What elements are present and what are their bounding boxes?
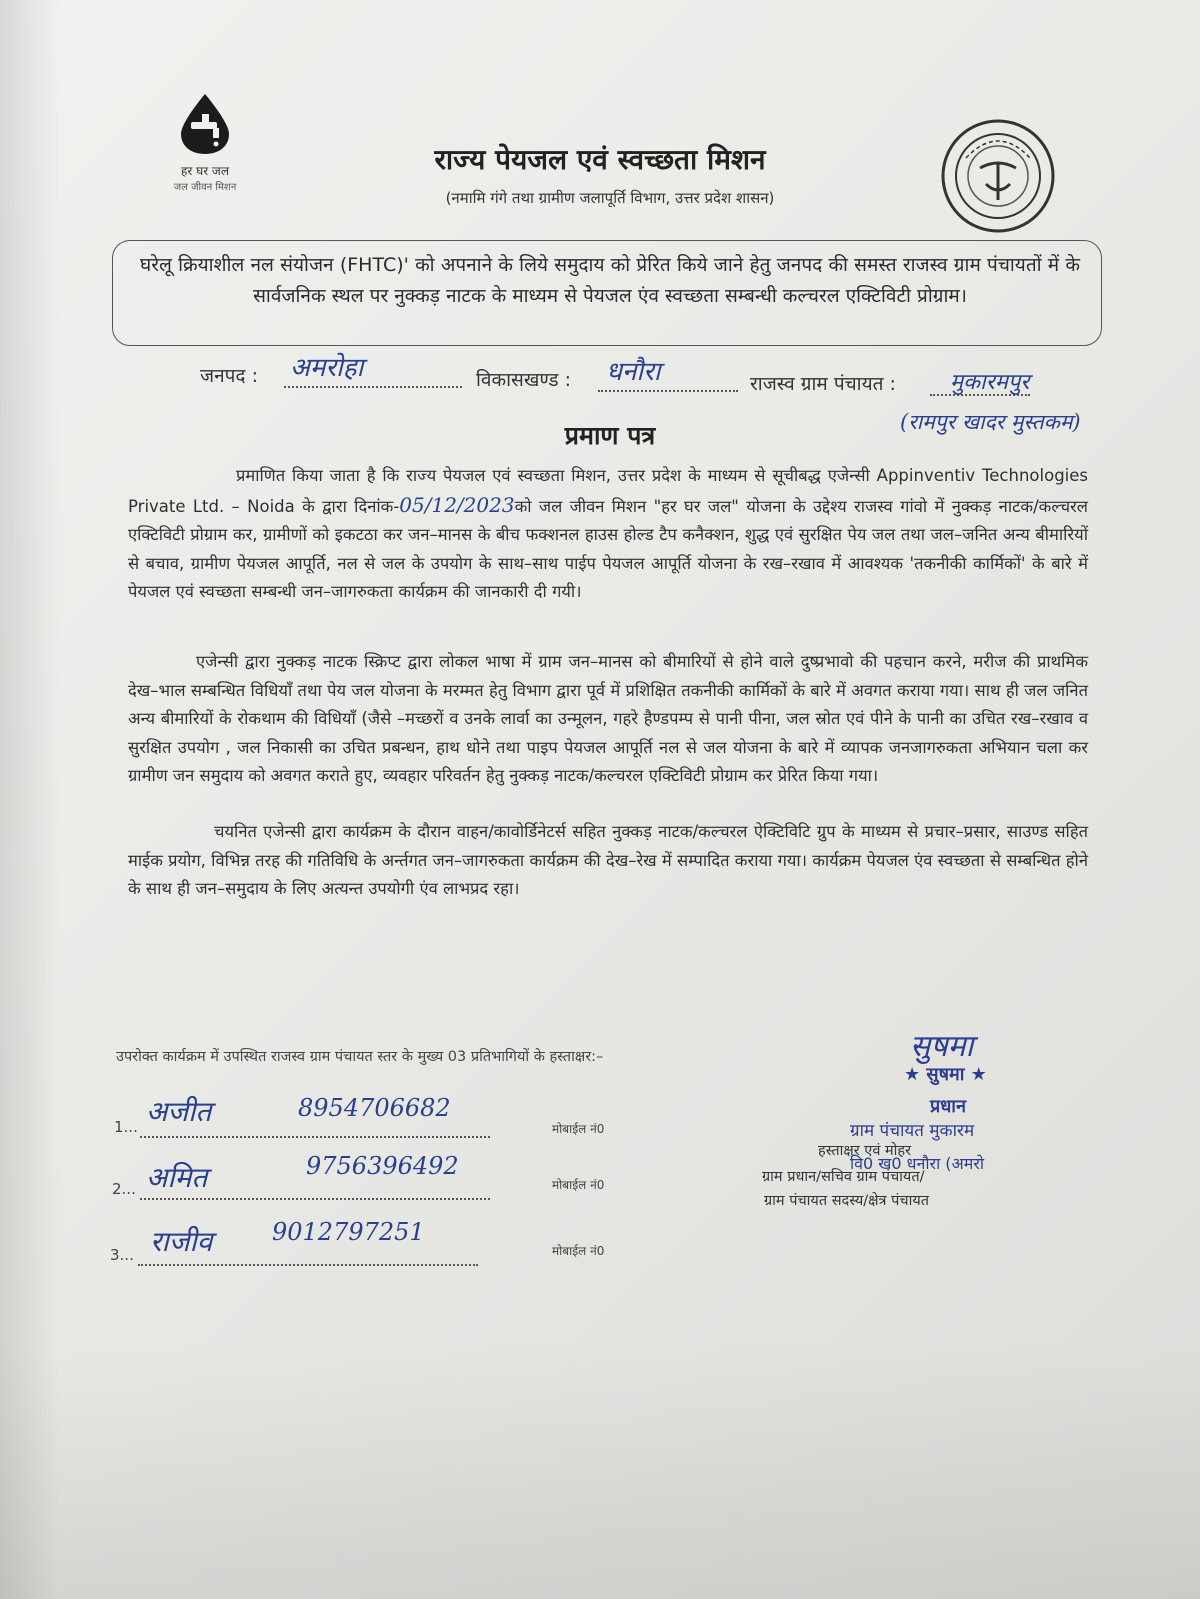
stamp-name-text: सुषमा — [926, 1064, 965, 1085]
block-label: विकासखण्ड : — [476, 369, 572, 391]
district-value: अमरोहा — [290, 353, 364, 383]
authority-line-3: ग्राम पंचायत सदस्य/क्षेत्र पंचायत — [764, 1193, 930, 1209]
participant-1-line — [140, 1136, 490, 1138]
logo-caption-mission: जल जीवन मिशन — [173, 182, 237, 193]
participant-3-mobile-label: मोबाईल नं0 — [552, 1244, 605, 1258]
mission-title: राज्य पेयजल एवं स्वच्छता मिशन — [434, 143, 766, 176]
stamp-panchayat: ग्राम पंचायत मुकारम — [850, 1121, 975, 1141]
participant-3-name: राजीव — [150, 1225, 213, 1258]
participant-2-mobile-label: मोबाईल नं0 — [552, 1178, 605, 1192]
program-date: 05/12/2023 — [399, 492, 515, 517]
block-dotted-line — [598, 390, 738, 392]
page-shadow-bottom — [0, 1339, 1200, 1599]
participant-2-name: अमित — [146, 1161, 208, 1194]
panchayat-value: मुकारमपुर — [950, 370, 1030, 395]
authority-line-1: हस्ताक्षर एवं मोहर — [818, 1143, 912, 1159]
panchayat-label: राजस्व ग्राम पंचायत : — [750, 373, 896, 395]
stamp-block: वि0 ख0 धनौरा (अमरो — [850, 1154, 985, 1173]
participant-1-name: अजीत — [146, 1095, 212, 1128]
paragraph-2: एजेन्सी द्वारा नुक्कड़ नाटक स्क्रिप्ट द्वारा लोकल भाषा में ग्राम जन–मानस को बीमारियों से होने वाले दुष्प्रभावो की पहचान करने, मरीज की प्राथमिक देख–भाल सम्बन्धित विधियाँ तथा पेय जल योजना के मरम्मत हेतु विभाग द्वारा पूर्व में प्रशिक्षित तकनीकी कार्मिकों के बारे में अवगत कराया गया। साथ ही जल जनित अन्य बीमारियों के रोकथाम की विधियाँ (जैसे –मच्छरों व उनके लार्वा का उन्मूलन, गहरे हैण्डपम्प से पानी पीना, जल स्रोत एवं पीने के पानी का उचित रख–रखाव व सुरक्षित उपयोग , जल निकासी का उचित प्रबन्धन, हाथ धोने तथा पाइप पेयजल आपूर्ति नल से जल योजना के बारे में व्यापक जनजागरुकता अभियान चला कर ग्रामीण जन समुदाय को अवगत कराते हुए, व्यवहार परिवर्तन हेतु नुक्कड़ नाटक/कल्चरल एक्टिविटी प्रोग्राम कर प्रेरित किया गया। — [128, 652, 1088, 785]
participant-1-phone: 8954706682 — [298, 1094, 451, 1122]
pradhan-signature: सुषमा — [910, 1029, 974, 1064]
district-dotted-line — [284, 386, 462, 388]
stamp-designation: प्रधान — [930, 1096, 966, 1117]
block-value: धनौरा — [606, 357, 661, 387]
certificate-title: प्रमाण पत्र — [564, 421, 656, 450]
topic-text: घरेलू क्रियाशील नल संयोजन (FHTC)' को अपनाने के लिये समुदाय को प्रेरित किये जाने हेतु जनपद की समस्त राजस्व ग्राम पंचायतों में के सार्वजनिक स्थल पर नुक्कड़ नाटक के माध्यम से पेयजल एंव स्वच्छता सम्बन्धी कल्चरल एक्टिविटी प्रोग्राम। — [140, 254, 1080, 307]
paragraph-3: चयनित एजेन्सी द्वारा कार्यक्रम के दौरान वाहन/कावोर्डिनेटर्स सहित नुक्कड़ नाटक/कल्चरल ऐक्टिविटि ग्रुप के माध्यम से प्रचार–प्रसार, साउण्ड सहित माईक प्रयोग, विभिन्न तरह की गतिविधि के अर्न्तगत जन–जागरुकता कार्यक्रम की देख–रेख में सम्पादित कराया गया। कार्यक्रम पेयजल एंव स्वच्छता से सम्बन्धित होने के साथ ही जन–समुदाय के लिए अत्यन्त उपयोगी एंव लाभप्रद रहा। — [128, 822, 1088, 898]
logo-caption-hindi: हर घर जल — [181, 164, 229, 178]
participant-1-number: 1... — [114, 1118, 138, 1136]
panchayat-note: (रामपुर खादर मुस्तकम) — [900, 410, 1081, 434]
up-government-seal-icon — [940, 118, 1056, 234]
participant-2-phone: 9756396492 — [306, 1152, 459, 1180]
har-ghar-jal-logo — [150, 92, 260, 202]
participant-3-number: 3... — [110, 1246, 134, 1264]
signatures-intro: उपरोक्त कार्यक्रम में उपस्थित राजस्व ग्राम पंचायत स्तर के मुख्य 03 प्रतिभागियों के हस्ताक्षर:– — [116, 1049, 604, 1065]
paragraph-1-start: प्रमाणित किया जाता है कि राज्य पेयजल एवं स्वच्छता मिशन, उत्तर प्रदेश के माध्यम से सूचीबद्ध एजेन्सी Appinventiv Technologies Private Ltd. – Noida के द्वारा दिनांक- — [128, 466, 1088, 516]
participant-2-line — [140, 1198, 490, 1200]
participant-3-line — [138, 1264, 478, 1266]
participant-3-phone: 9012797251 — [272, 1218, 425, 1246]
participant-2-number: 2... — [112, 1180, 136, 1198]
paragraph-1 — [128, 462, 1088, 607]
stamp-name: ★ सुषमा ★ — [904, 1064, 987, 1085]
paragraph-1-end: को जल जीवन मिशन "हर घर जल" योजना के उद्देश्य राजस्व गांवो में नुक्कड़ नाटक/कल्चरल एक्टिविटी प्रोग्राम कर, ग्रामीणों को इकटठा कर जन–मानस के बीच फक्शनल हाउस होल्ड टैप कनैक्शन, शुद्ध एवं सुरक्षित पेय जल तथा जल–जनित अन्य बीमारियों से बचाव, ग्रामीण पेयजल आपूर्ति, नल से जल के उपयोग के साथ–साथ पाईप पेयजल आपूर्ति योजना के रख–रखाव में आवश्यक 'तकनीकी कार्मिकों' के बारे में पेयजल एवं स्वच्छता सम्बन्धी जन–जागरुकता कार्यक्रम की जानकारी दी गयी। — [128, 496, 1088, 601]
district-label: जनपद : — [200, 365, 258, 387]
water-drop-tap-icon — [175, 92, 235, 156]
authority-line-2: ग्राम प्रधान/सचिव ग्राम पंचायत/ — [762, 1169, 925, 1185]
participant-1-mobile-label: मोबाईल नं0 — [552, 1122, 605, 1136]
mission-subtitle: (नमामि गंगे तथा ग्रामीण जलापूर्ति विभाग, उत्तर प्रदेश शासन) — [445, 189, 775, 207]
